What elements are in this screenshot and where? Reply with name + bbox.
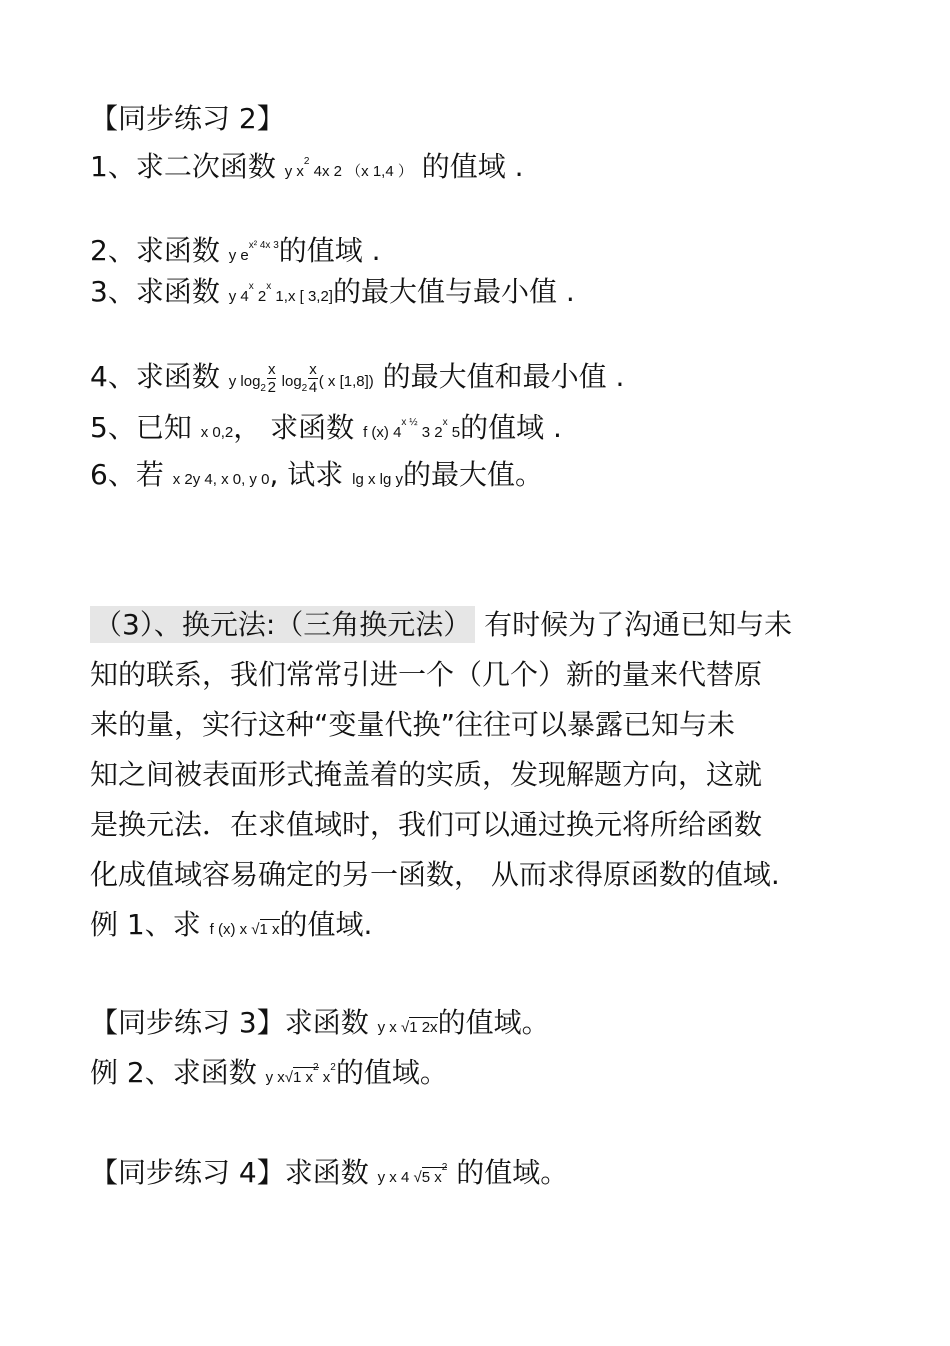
example2-sup2: 2: [330, 1062, 336, 1073]
section3-first-line: [90, 600, 850, 650]
q1-suffix: 的值域 .: [421, 150, 524, 183]
q3-sup1: x: [248, 281, 254, 292]
q5-prefix: 5、已知: [90, 411, 192, 444]
q4-math1: y log: [228, 373, 261, 390]
example2-suffix: 的值域。: [335, 1056, 448, 1089]
example1-suffix: 的值域.: [279, 908, 373, 941]
example2-sup: 2: [313, 1062, 319, 1073]
practice2-q6: [90, 458, 543, 497]
practice2-q5: [90, 411, 562, 452]
practice3-radicand: 1 2x: [409, 1019, 438, 1036]
q3-suffix: 的最大值与最小值 .: [332, 275, 575, 308]
q4-frac2-num: x: [309, 360, 317, 378]
q2-sup: x² 4x 3: [248, 240, 279, 251]
q4-frac2: [308, 361, 318, 396]
q1-prefix: 1、求二次函数: [90, 150, 276, 183]
practice4-radicand-text: 5 x: [421, 1169, 442, 1186]
practice4-suffix: 的值域。: [456, 1156, 569, 1189]
q6-mid: , 试求: [269, 458, 344, 491]
q3-math2: 2: [253, 288, 267, 305]
example2-prefix: 例 2、求函数: [90, 1056, 257, 1089]
practice2-q2: [90, 234, 381, 275]
q5-math1: x 0,2: [200, 424, 234, 441]
practice4-radicand: [421, 1162, 448, 1186]
q5-math4: 5: [447, 424, 461, 441]
example1: [90, 900, 850, 955]
q4-suffix: 的最大值和最小值 .: [382, 360, 625, 393]
practice3: [90, 1006, 550, 1045]
example1-sqrt: √1 x: [251, 921, 280, 938]
q5-suffix: 的值域 .: [460, 411, 562, 444]
practice4-prefix: 【同步练习 4】求函数: [90, 1156, 369, 1189]
example2-sqrt: √1 $x^2$: [284, 1062, 319, 1086]
q4-frac1-num: x: [267, 360, 276, 378]
example2-radicand-text: 1 x: [293, 1069, 314, 1086]
practice2-q1: [90, 150, 524, 191]
example2-math2: x: [318, 1069, 331, 1086]
q4-math3: ( x [1,8]): [318, 373, 374, 390]
practice4-sup: 2: [441, 1162, 448, 1173]
q3-sup2: x: [266, 281, 272, 292]
q6-math2: lg x lg y: [352, 471, 404, 488]
section3-line-5: 化成值域容易确定的另一函数， 从而求得原函数的值域.: [90, 858, 780, 891]
practice3-math: y x: [377, 1019, 401, 1036]
section3-line-1: 知的联系，我们常常引进一个（几个）新的量来代替原: [90, 658, 763, 691]
practice3-sqrt: √1 2x: [400, 1019, 438, 1036]
q5-math2: f (x) 4: [363, 424, 402, 441]
example2-math: y x: [265, 1069, 285, 1086]
practice2-q3: [90, 275, 575, 316]
section3-paragraph: [90, 600, 850, 955]
example2-radicand: [293, 1062, 319, 1086]
section3-label: （3）、换元法:（三角换元法）: [90, 606, 475, 643]
q1-math: y x: [284, 163, 304, 180]
q2-prefix: 2、求函数: [90, 234, 220, 267]
q2-suffix: 的值域 .: [278, 234, 381, 267]
practice2-heading: 【同步练习 2】: [90, 102, 285, 135]
q4-sub2: 2: [301, 383, 308, 394]
q5-sup2: x: [442, 417, 448, 428]
q4-frac1-den: 2: [267, 378, 276, 396]
section3-text1: 有时候为了沟通已知与未: [484, 608, 793, 641]
practice4: [90, 1156, 568, 1197]
section3-line-3: 知之间被表面形式掩盖着的实质，发现解题方向，这就: [90, 758, 763, 791]
practice4-sqrt: √5 $x^2$: [413, 1162, 448, 1186]
practice2-q4: [90, 360, 624, 401]
q3-math3: 1,x [ 3,2]: [271, 288, 333, 305]
q4-frac1: [267, 361, 277, 396]
example1-prefix: 例 1、求: [90, 908, 201, 941]
example1-math: f (x) x: [209, 921, 252, 938]
practice4-math: y x 4: [377, 1169, 414, 1186]
q4-math2: log: [277, 373, 302, 390]
example1-radicand: 1 x: [259, 921, 280, 938]
q6-prefix: 6、若: [90, 458, 164, 491]
q6-math1: x 2y 4, x 0, y 0: [172, 471, 270, 488]
q4-prefix: 4、求函数: [90, 360, 220, 393]
q4-frac2-den: 4: [308, 378, 318, 396]
q3-prefix: 3、求函数: [90, 275, 220, 308]
q5-math3: 3 2: [417, 424, 443, 441]
q5-mid: ， 求函数: [233, 411, 355, 444]
q5-sup: x ½: [401, 417, 418, 428]
q1-math2: 4x 2 （x 1,4 ）: [309, 163, 413, 180]
practice3-suffix: 的值域。: [437, 1006, 550, 1039]
q6-suffix: 的最大值。: [403, 458, 544, 491]
q1-sup: 2: [303, 156, 310, 167]
practice3-prefix: 【同步练习 3】求函数: [90, 1006, 369, 1039]
section3-line-4: 是换元法．在求值域时，我们可以通过换元将所给函数: [90, 808, 763, 841]
q2-math: y e: [228, 247, 249, 264]
example2: [90, 1056, 448, 1097]
section3-line-2: 来的量，实行这种“变量代换”往往可以暴露已知与未: [90, 708, 736, 741]
q3-math: y 4: [228, 288, 249, 305]
q4-sub1: 2: [260, 383, 266, 394]
